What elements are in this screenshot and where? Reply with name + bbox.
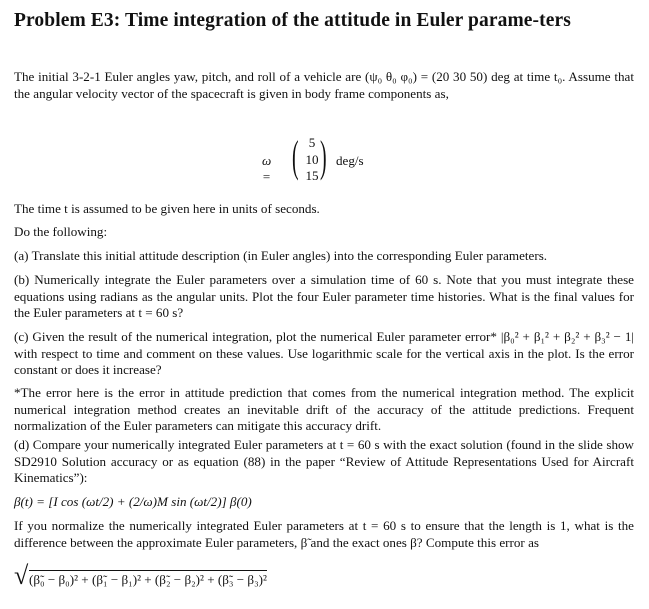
do-following: Do the following: bbox=[14, 224, 108, 239]
left-paren: ( bbox=[292, 132, 299, 181]
intro-paragraph: The initial 3-2-1 Euler angles yaw, pitch, and roll of a vehicle are (ψ₀ θ₀ φ₀) = (20 30 50) deg at time t₀. Assume that the angular velocity vector of the spacecraft is given in body frame components as, bbox=[14, 69, 634, 101]
part-c: (c) Given the result of the numerical integration, plot the numerical Euler parameter error* |β₀² + β₁² + β₂² + β₃² − 1| with respect to time and comment on these values. Use logarithmic scale for the vertical axis in the plot. Is the error constant or does it increase? bbox=[14, 329, 634, 378]
part-b: (b) Numerically integrate the Euler parameters over a simulation time of 60 s. Note that you must integrate these equations using radians as the angular units. Plot the four Euler parameter time histories. What is the final values for the Euler parameters at t = 60 s? bbox=[14, 272, 634, 321]
omega-component-x: 5 bbox=[308, 135, 316, 150]
omega-unit: deg/s bbox=[336, 153, 364, 168]
exact-solution-equation: β(t) = [I cos (ωt/2) + (2/ω)M sin (ωt/2)] β(0) bbox=[14, 494, 252, 509]
omega-component-z: 15 bbox=[305, 168, 319, 183]
time-note: The time t is assumed to be given here in units of seconds. bbox=[14, 201, 320, 216]
normalize-question: If you normalize the numerically integrated Euler parameters at t = 60 s to ensure that the length is 1, what is the difference between the approximate Euler parameters, β̃ and the exact ones β? Compute this error as bbox=[14, 518, 634, 550]
omega-component-y: 10 bbox=[305, 151, 319, 167]
footnote: *The error here is the error in attitude prediction that comes from the numerical integration method. The explicit numerical integration method creates an inevitable drift of the accuracy of the attitude predictions. Frequent normalization of the Euler parameters can mitigate this accuracy drift. bbox=[14, 385, 634, 434]
part-a: (a) Translate this initial attitude description (in Euler angles) into the corresponding Euler parameters. bbox=[14, 248, 548, 263]
problem-title: Problem E3: Time integration of the attitude in Euler parame-ters bbox=[14, 10, 571, 31]
part-d: (d) Compare your numerically integrated Euler parameters at t = 60 s with the exact solution (found in the slide show SD2910 Solution accuracy or as equation (88) in the paper “Review of Attitude Representations Used for Aircraft Kinematics”): bbox=[14, 437, 634, 486]
omega-lhs: ω = bbox=[262, 153, 272, 184]
right-paren: ) bbox=[320, 132, 327, 181]
error-equation-body: (β̃₀ − β₀)² + (β̃₁ − β₁)² + (β̃₂ − β₂)² + (β̃₃ − β₃)² bbox=[29, 572, 267, 587]
sqrt-icon: √ bbox=[14, 561, 29, 590]
